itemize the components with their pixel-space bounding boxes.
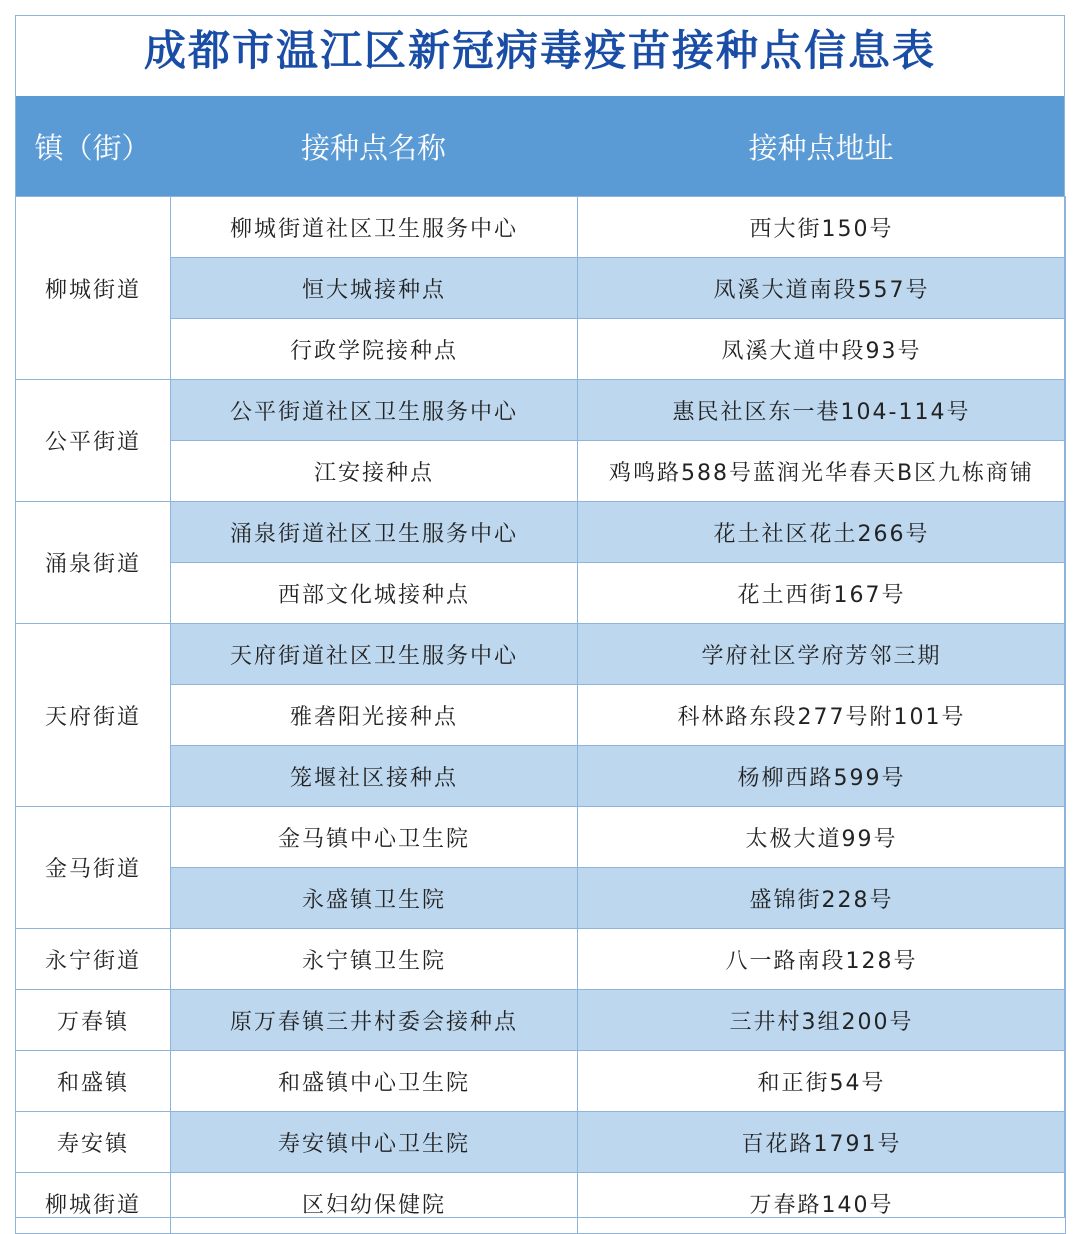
table-row xyxy=(16,685,1066,746)
town-cell: 和盛镇 xyxy=(16,1051,171,1112)
town-cell: 金马街道 xyxy=(16,807,171,929)
table-row xyxy=(16,441,1066,502)
table-row xyxy=(16,746,1066,807)
site-address-cell: 凤溪大道南段557号 xyxy=(578,258,1066,319)
table-row xyxy=(16,1173,1066,1234)
town-cell: 寿安镇 xyxy=(16,1112,171,1173)
header-town: 镇（街） xyxy=(34,130,151,165)
table-header xyxy=(15,96,1065,196)
site-name-cell: 江安接种点 xyxy=(171,441,578,502)
site-address-cell: 盛锦街228号 xyxy=(578,868,1066,929)
site-name-cell: 柳城街道社区卫生服务中心 xyxy=(171,197,578,258)
site-address-cell: 太极大道99号 xyxy=(578,807,1066,868)
site-name-cell: 区妇幼保健院 xyxy=(171,1173,578,1234)
table-row xyxy=(16,1051,1066,1112)
site-name-cell: 涌泉街道社区卫生服务中心 xyxy=(171,502,578,563)
header-site-address: 接种点地址 xyxy=(748,130,894,165)
site-address-cell: 和正街54号 xyxy=(578,1051,1066,1112)
town-cell: 柳城街道 xyxy=(16,197,171,380)
site-address-cell: 惠民社区东一巷104-114号 xyxy=(578,380,1066,441)
table-row xyxy=(16,258,1066,319)
page-title: 成都市温江区新冠病毒疫苗接种点信息表 xyxy=(143,26,936,75)
site-address-cell: 八一路南段128号 xyxy=(578,929,1066,990)
town-cell: 万春镇 xyxy=(16,990,171,1051)
site-address-cell: 科林路东段277号附101号 xyxy=(578,685,1066,746)
sites-grid xyxy=(15,196,1066,1234)
site-address-cell: 鸡鸣路588号蓝润光华春天B区九栋商铺 xyxy=(578,441,1066,502)
site-name-cell: 公平街道社区卫生服务中心 xyxy=(171,380,578,441)
site-address-cell: 万春路140号 xyxy=(578,1173,1066,1234)
town-cell: 涌泉街道 xyxy=(16,502,171,624)
site-name-cell: 行政学院接种点 xyxy=(171,319,578,380)
table-row xyxy=(16,624,1066,685)
site-address-cell: 三井村3组200号 xyxy=(578,990,1066,1051)
site-name-cell: 西部文化城接种点 xyxy=(171,563,578,624)
site-name-cell: 永盛镇卫生院 xyxy=(171,868,578,929)
site-address-cell: 杨柳西路599号 xyxy=(578,746,1066,807)
header-site-name: 接种点名称 xyxy=(300,130,446,165)
site-name-cell: 恒大城接种点 xyxy=(171,258,578,319)
site-name-cell: 永宁镇卫生院 xyxy=(171,929,578,990)
site-address-cell: 花土社区花土266号 xyxy=(578,502,1066,563)
site-address-cell: 西大街150号 xyxy=(578,197,1066,258)
table-row xyxy=(16,197,1066,258)
site-name-cell: 原万春镇三井村委会接种点 xyxy=(171,990,578,1051)
site-address-cell: 学府社区学府芳邻三期 xyxy=(578,624,1066,685)
table-row xyxy=(16,380,1066,441)
table-row xyxy=(16,868,1066,929)
table-row xyxy=(16,929,1066,990)
town-cell: 永宁街道 xyxy=(16,929,171,990)
site-name-cell: 笼堰社区接种点 xyxy=(171,746,578,807)
town-cell: 柳城街道 xyxy=(16,1173,171,1234)
site-name-cell: 和盛镇中心卫生院 xyxy=(171,1051,578,1112)
site-name-cell: 雅砻阳光接种点 xyxy=(171,685,578,746)
site-address-cell: 百花路1791号 xyxy=(578,1112,1066,1173)
town-cell: 公平街道 xyxy=(16,380,171,502)
table-row xyxy=(16,1112,1066,1173)
site-name-cell: 金马镇中心卫生院 xyxy=(171,807,578,868)
table-row xyxy=(16,502,1066,563)
vaccination-sites-table xyxy=(15,15,1065,1218)
site-address-cell: 凤溪大道中段93号 xyxy=(578,319,1066,380)
table-row xyxy=(16,807,1066,868)
table-row xyxy=(16,563,1066,624)
site-name-cell: 天府街道社区卫生服务中心 xyxy=(171,624,578,685)
town-cell: 天府街道 xyxy=(16,624,171,807)
site-address-cell: 花土西街167号 xyxy=(578,563,1066,624)
table-row xyxy=(16,990,1066,1051)
site-name-cell: 寿安镇中心卫生院 xyxy=(171,1112,578,1173)
table-row xyxy=(16,319,1066,380)
